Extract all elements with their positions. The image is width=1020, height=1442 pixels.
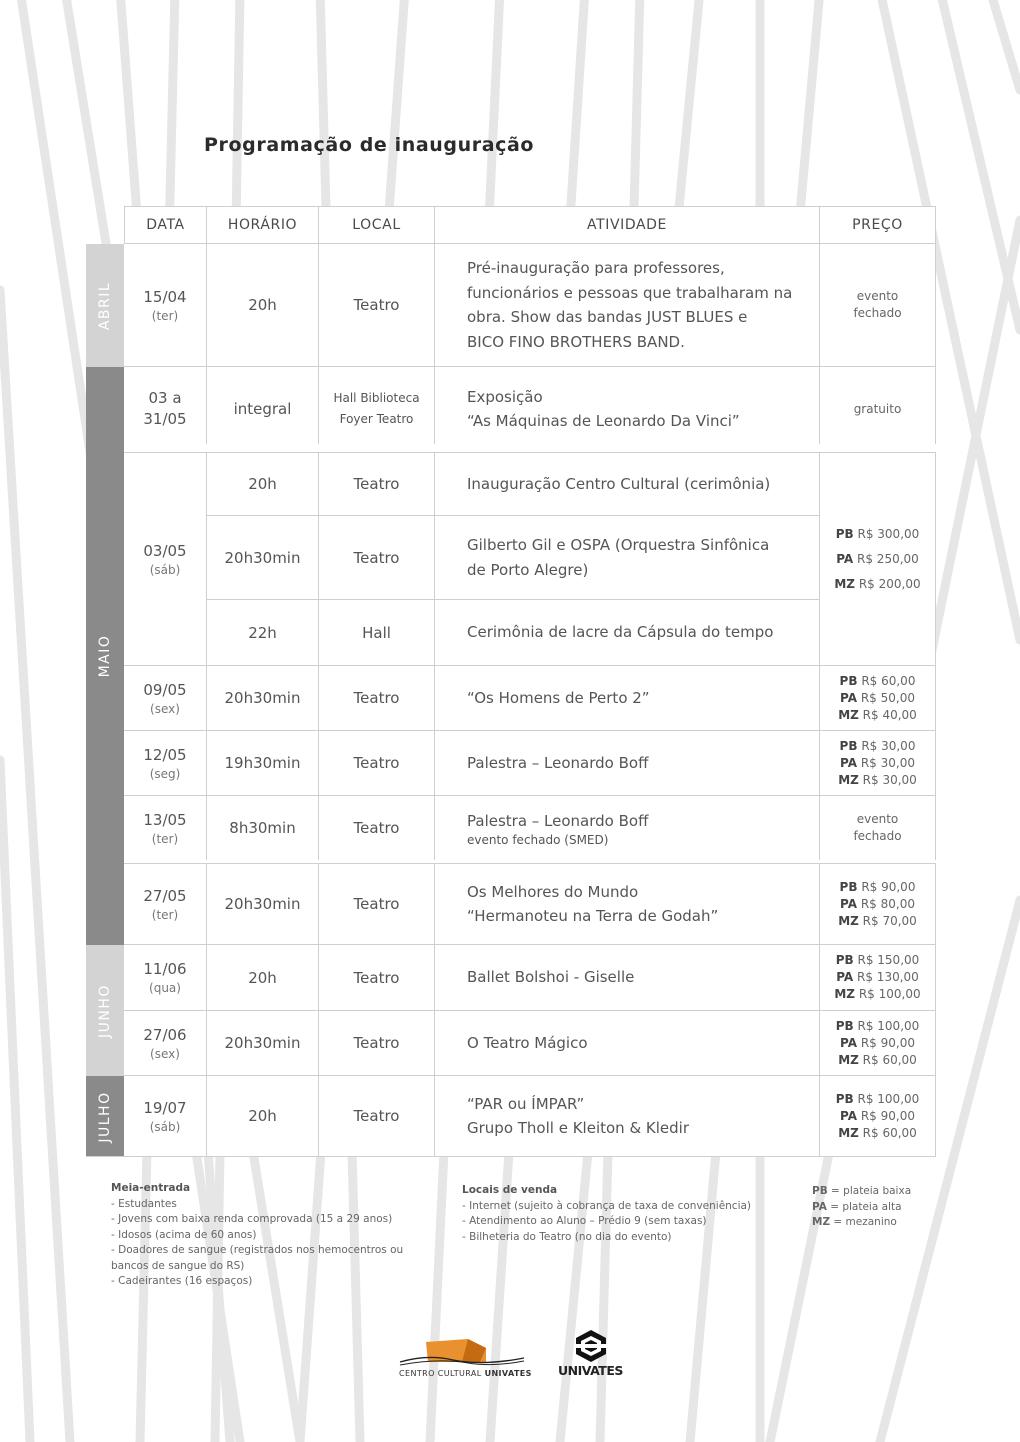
table-row-activity: “Os Homens de Perto 2”	[435, 666, 820, 731]
table-row-price: PB R$ 100,00 PA R$ 90,00 MZ R$ 60,00	[820, 1076, 936, 1157]
table-row-local: Teatro	[319, 864, 435, 945]
table-row-activity: Gilberto Gil e OSPA (Orquestra Sinfônica de Porto Alegre)	[435, 516, 820, 600]
table-row-activity: O Teatro Mágico	[435, 1011, 820, 1076]
table-row-time: 20h30min	[207, 864, 319, 945]
table-row-date: 03 a 31/05	[124, 367, 207, 452]
table-row-price: evento fechado	[820, 796, 936, 861]
table-row-time: 20h	[207, 945, 319, 1011]
table-row-local: Teatro	[319, 244, 435, 367]
table-row-date: 27/05 (ter)	[124, 864, 207, 945]
half-price-notes: Meia-entrada - Estudantes - Jovens com baixa renda comprovada (15 a 29 anos) - Idosos (acima de 60 anos) - Doadores de sangue (registrados nos hemocentros ou bancos de sangue do RS) - Cadeirantes (16 espaços)	[111, 1182, 404, 1287]
table-row-time: 8h30min	[207, 796, 319, 861]
table-row-date: 15/04 (ter)	[124, 244, 207, 367]
table-row-date: 03/05 (sáb)	[124, 453, 207, 666]
table-row-time: 20h	[207, 1076, 319, 1157]
table-row-local: Teatro	[319, 945, 435, 1011]
table-row-activity: Os Melhores do Mundo “Hermanoteu na Terra de Godah”	[435, 864, 820, 945]
table-row-time: 19h30min	[207, 731, 319, 796]
table-row-local: Teatro	[319, 1011, 435, 1076]
table-row-time: 20h	[207, 244, 319, 367]
table-row-time: integral	[207, 367, 319, 452]
page-title: Programação de inauguração	[204, 134, 535, 156]
table-row-price: PB R$ 30,00 PA R$ 30,00 MZ R$ 30,00	[820, 731, 936, 796]
month-july: JULHO	[86, 1076, 124, 1157]
table-row-time: 20h30min	[207, 666, 319, 731]
header-price: PREÇO	[820, 206, 936, 244]
table-row-time: 20h30min	[207, 516, 319, 600]
table-row-price: PB R$ 150,00 PA R$ 130,00 MZ R$ 100,00	[820, 945, 936, 1011]
table-row-local: Teatro	[319, 731, 435, 796]
table-row-activity: Pré-inauguração para professores, funcionários e pessoas que trabalharam na obra. Show das bandas JUST BLUES e BICO FINO BROTHERS BAND.	[435, 244, 820, 367]
table-row-price: gratuito	[820, 367, 936, 452]
table-row-local: Teatro	[319, 516, 435, 600]
univates-logo-icon	[573, 1329, 609, 1363]
table-row-price: PB R$ 100,00 PA R$ 90,00 MZ R$ 60,00	[820, 1011, 936, 1076]
table-row-price: PB R$ 300,00 PA R$ 250,00 MZ R$ 200,00	[820, 453, 936, 666]
table-row-activity: Palestra – Leonardo Boff evento fechado (SMED)	[435, 796, 820, 861]
table-row-activity: Inauguração Centro Cultural (cerimônia)	[435, 453, 820, 516]
table-row-activity: Cerimônia de lacre da Cápsula do tempo	[435, 600, 820, 666]
table-row-date: 09/05 (sex)	[124, 666, 207, 731]
table-row-time: 20h	[207, 453, 319, 516]
table-row-date: 11/06 (qua)	[124, 945, 207, 1011]
header-date: DATA	[124, 206, 207, 244]
centro-cultural-logo-text: CENTRO CULTURAL UNIVATES	[399, 1369, 532, 1378]
table-row-time: 22h	[207, 600, 319, 666]
univates-logo-text: UNIVATES	[558, 1363, 623, 1378]
table-row-local: Teatro	[319, 1076, 435, 1157]
table-row-price: PB R$ 60,00 PA R$ 50,00 MZ R$ 40,00	[820, 666, 936, 731]
table-row-activity: “PAR ou ÍMPAR” Grupo Tholl e Kleiton & Kledir	[435, 1076, 820, 1157]
table-row-price: evento fechado	[820, 244, 936, 367]
header-local: LOCAL	[319, 206, 435, 244]
table-row-date: 12/05 (seg)	[124, 731, 207, 796]
table-row-date: 19/07 (sáb)	[124, 1076, 207, 1157]
table-row-local: Hall Biblioteca Foyer Teatro	[319, 367, 435, 452]
table-row-local: Teatro	[319, 666, 435, 731]
sales-locations: Locais de venda - Internet (sujeito à cobrança de taxa de conveniência) - Atendimento ao Aluno – Prédio 9 (sem taxas) - Bilheteria do Teatro (no dia do evento)	[462, 1184, 752, 1243]
table-row-activity: Exposição “As Máquinas de Leonardo Da Vinci”	[435, 367, 820, 452]
table-row-activity: Palestra – Leonardo Boff	[435, 731, 820, 796]
table-row-local: Hall	[319, 600, 435, 666]
month-april: ABRIL	[86, 244, 124, 367]
table-row-date: 27/06 (sex)	[124, 1011, 207, 1076]
table-row-local: Teatro	[319, 453, 435, 516]
header-time: HORÁRIO	[207, 206, 319, 244]
table-row-time: 20h30min	[207, 1011, 319, 1076]
month-may: MAIO	[86, 367, 124, 945]
centro-cultural-logo-icon	[398, 1336, 528, 1370]
table-row-local: Teatro	[319, 796, 435, 861]
price-legend: PB = plateia baixa PA = plateia alta MZ = mezanino	[812, 1185, 912, 1228]
table-row-price: PB R$ 90,00 PA R$ 80,00 MZ R$ 70,00	[820, 864, 936, 945]
table-row-activity: Ballet Bolshoi - Giselle	[435, 945, 820, 1011]
header-activity: ATIVIDADE	[435, 206, 820, 244]
table-row-date: 13/05 (ter)	[124, 796, 207, 861]
month-june: JUNHO	[86, 945, 124, 1076]
